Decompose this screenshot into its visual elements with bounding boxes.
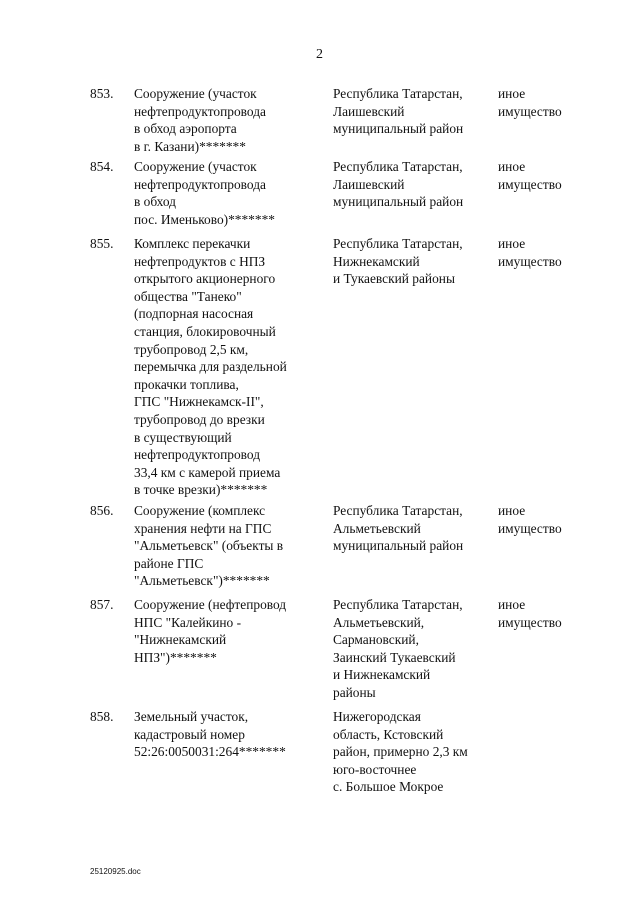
document-filename: 25120925.doc (90, 867, 141, 876)
item-location: Республика Татарстан, Альметьевский, Сармановский, Заинский Тукаевский и Нижнекамский районы (333, 597, 463, 700)
page-number: 2 (316, 47, 323, 62)
item-number: 854. (90, 159, 114, 174)
item-location: Республика Татарстан, Альметьевский муниципальный район (333, 503, 464, 554)
item-name: Сооружение (участок нефтепродуктопровода в обход пос. Имeньково)******* (134, 159, 275, 227)
item-location: Республика Татарстан, Нижнекамский и Тукаевский районы (333, 236, 463, 287)
item-category: иное имущество (498, 503, 562, 536)
item-name: Сооружение (участок нефтепродуктопровода в обход аэропорта в г. Казани)******* (134, 86, 266, 154)
item-category: иное имущество (498, 597, 562, 630)
item-location: Республика Татарстан, Лаишевский муниципальный район (333, 86, 464, 137)
item-category: иное имущество (498, 159, 562, 192)
item-number: 857. (90, 597, 114, 612)
item-name: Сооружение (комплекс хранения нефти на ГПС "Альметьевск" (объекты в районе ГПС "Альметьевск")******* (134, 503, 284, 589)
item-category: иное имущество (498, 86, 562, 119)
item-number: 858. (90, 709, 114, 724)
item-location: Республика Татарстан, Лаишевский муниципальный район (333, 159, 464, 210)
item-name: Сооружение (нефтепровод НПС "Калейкино - "Нижнекамский НПЗ")******* (134, 597, 287, 665)
item-category: иное имущество (498, 236, 562, 269)
item-number: 856. (90, 503, 114, 518)
item-name: Земельный участок, кадастровый номер 52:26:0050031:264******* (134, 709, 286, 760)
item-number: 853. (90, 86, 114, 101)
item-number: 855. (90, 236, 114, 251)
item-name: Комплекс перекачки нефтепродуктов с НПЗ открытого акционерного общества "Танеко" (подпорная насосная станция, блокировочный трубопровод 2,5 км, перемычка для раздельной прокачки топлива, ГПС "Нижнекамск-II", трубопровод до врезки в существующий нефтепродуктопровод 33,4 км с камерой приема в точке врезки)******* (134, 236, 287, 498)
item-location: Нижегородская область, Кстовский район, примерно 2,3 км юго-восточнее с. Большое Мокрое (333, 709, 468, 795)
